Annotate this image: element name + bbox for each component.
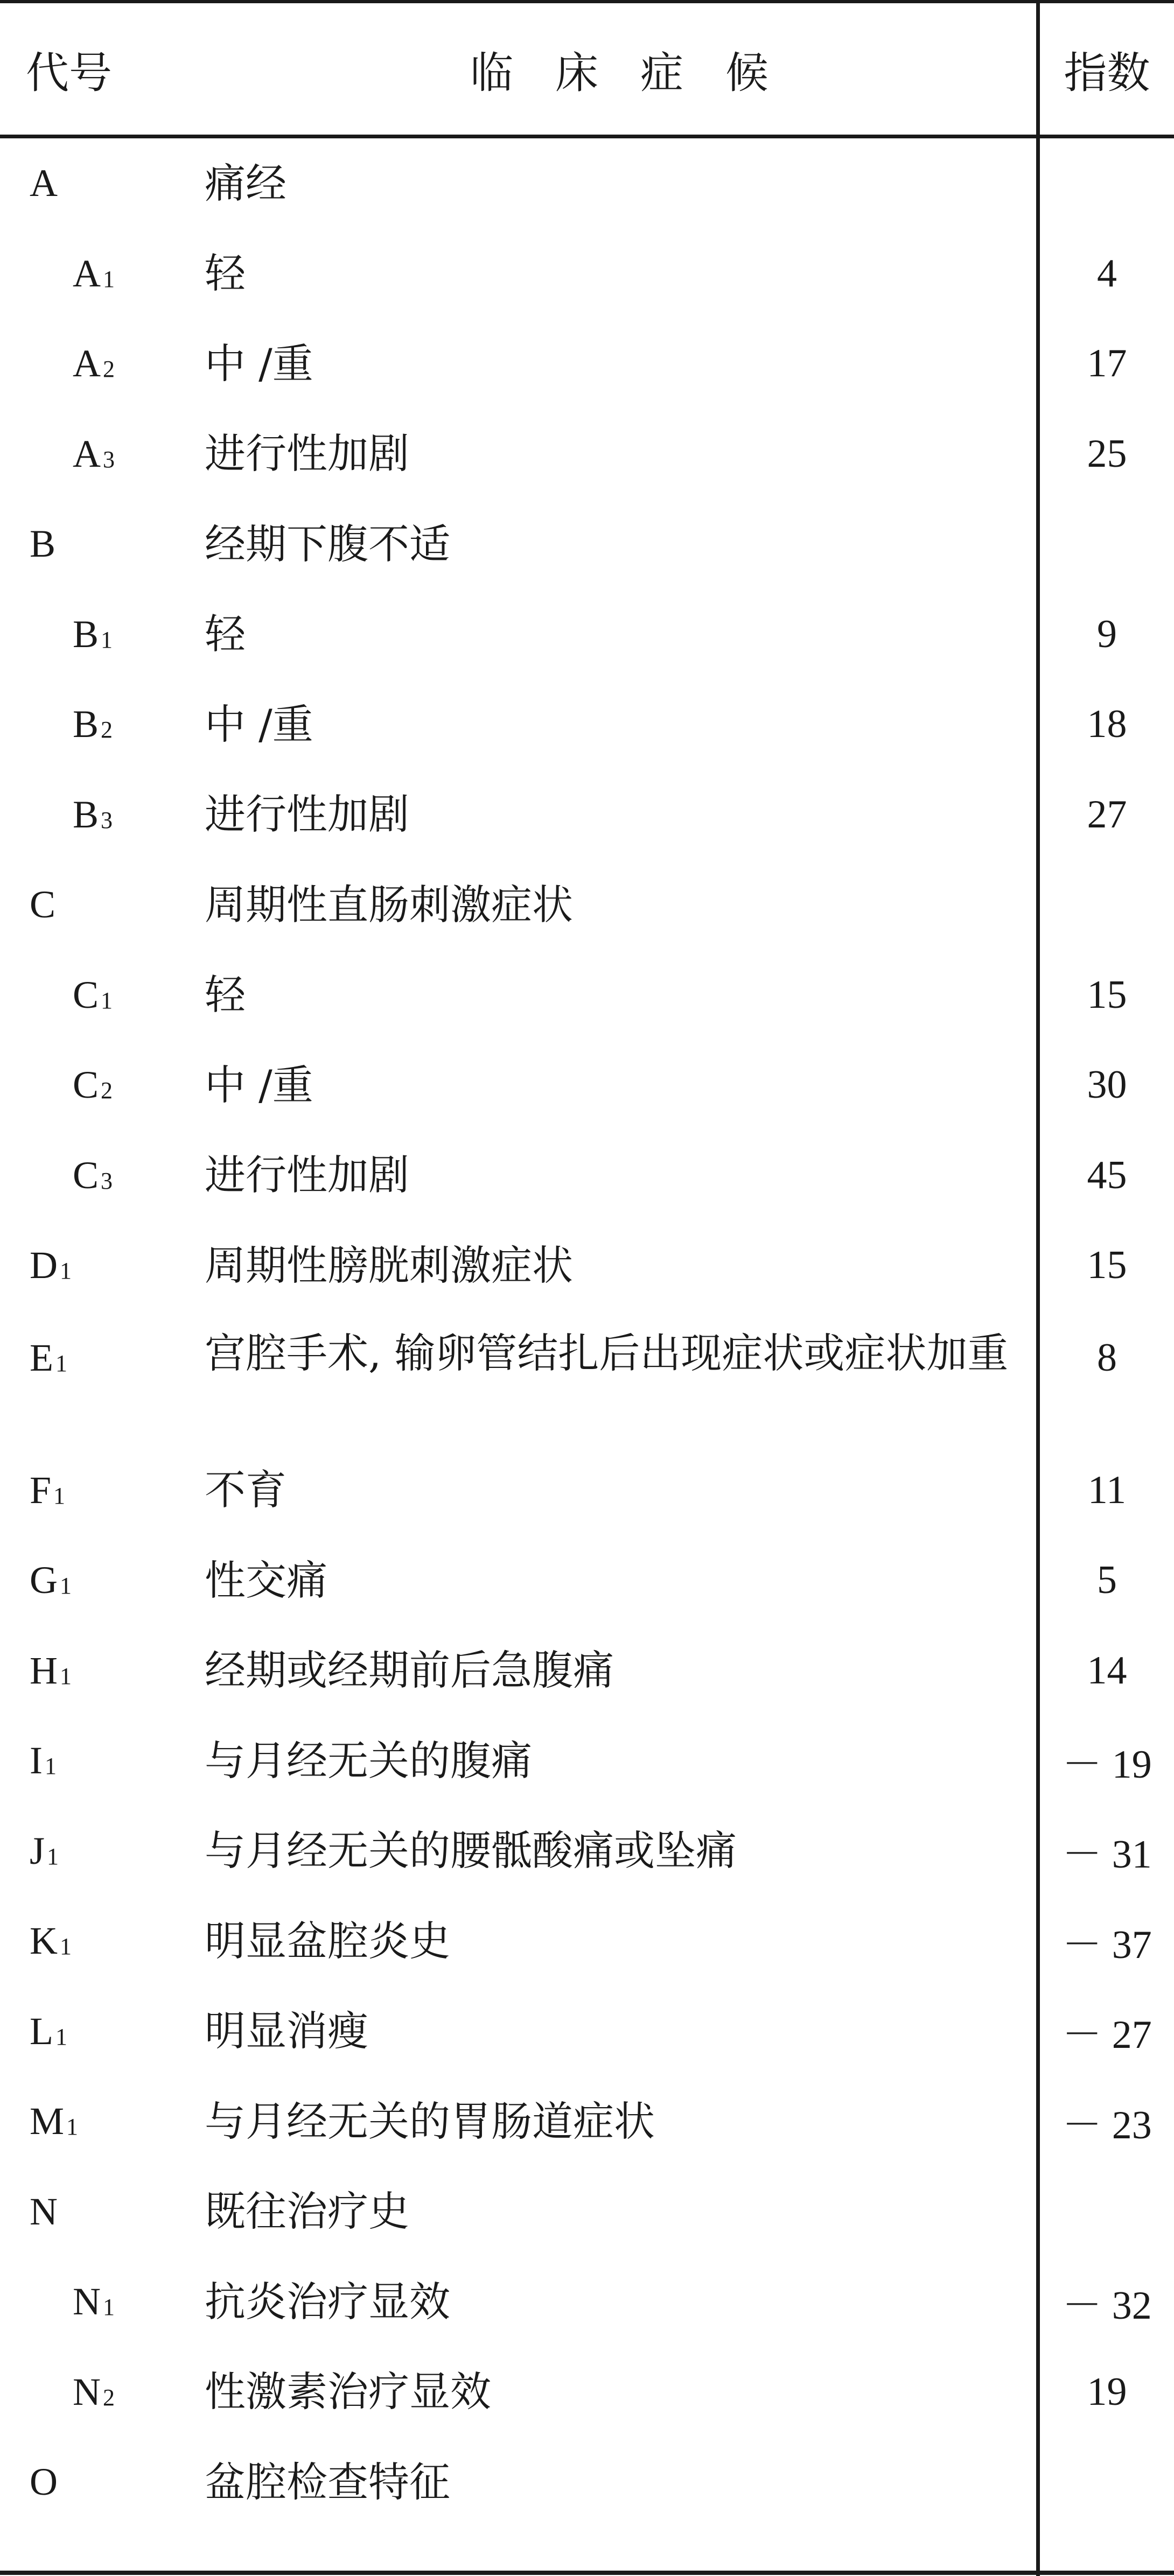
row-code (30, 499, 55, 589)
row-code-letter: C (73, 1153, 99, 1197)
row-code-subscript: 2 (101, 717, 113, 743)
row-index-value: － 23 (1062, 2103, 1152, 2147)
row-symptom: 痛经 (205, 159, 286, 207)
row-code-subscript: 1 (103, 2294, 115, 2321)
row-code (30, 1896, 72, 1987)
table-row (0, 1311, 1174, 1445)
row-code-subscript: 1 (47, 1843, 59, 1870)
table-row (0, 1220, 1174, 1311)
table-row (0, 2347, 1174, 2438)
row-code-letter: G (30, 1559, 58, 1602)
row-code-subscript: 1 (60, 1933, 72, 1960)
row-index-value: － 31 (1062, 1833, 1152, 1877)
row-code-subscript: 2 (103, 2384, 115, 2411)
row-code (73, 950, 113, 1041)
row-index-value: － 19 (1062, 1742, 1152, 1787)
row-code-letter: F (30, 1468, 52, 1512)
row-code (30, 1626, 72, 1716)
row-index-value (1040, 138, 1174, 229)
row-index-value: － 32 (1062, 2283, 1152, 2328)
row-index-value (1040, 2437, 1174, 2528)
row-symptom: 进行性加剧 (205, 1151, 409, 1199)
header-code-label: 代号 (26, 47, 112, 98)
row-symptom: 与月经无关的腹痛 (205, 1736, 532, 1785)
header-symptom (205, 3, 1034, 135)
table-row (0, 1535, 1174, 1626)
row-code-subscript: 1 (44, 1753, 57, 1780)
table-row (0, 229, 1174, 319)
row-code-subscript: 1 (60, 1258, 72, 1285)
row-code-letter: M (30, 2100, 65, 2143)
row-index-value: 30 (1087, 1063, 1127, 1107)
row-index-value (1040, 499, 1174, 589)
row-code-subscript: 1 (101, 626, 113, 653)
row-code-subscript: 1 (55, 2023, 67, 2050)
row-symptom: 轻 (205, 971, 246, 1019)
row-symptom: 中 /重 (205, 339, 313, 388)
row-index-value: － 27 (1062, 2013, 1152, 2058)
row-code-letter: K (30, 1919, 58, 1963)
row-code-letter: E (30, 1336, 53, 1379)
row-symptom: 中 /重 (205, 700, 313, 748)
table-row (0, 770, 1174, 860)
table-row (0, 319, 1174, 409)
row-code-letter: H (30, 1648, 58, 1692)
header-symptom-label: 临床症候 (470, 47, 810, 98)
row-code-letter: B (73, 612, 99, 656)
row-code-subscript: 1 (60, 1573, 72, 1599)
row-code-letter: B (30, 522, 56, 566)
row-code (73, 2257, 115, 2347)
row-code (73, 229, 115, 319)
row-symptom: 盆腔检查特征 (205, 2458, 450, 2506)
row-symptom: 宫腔手术, 输卵管结扎后出现症状或症状加重 (205, 1329, 1009, 1377)
row-index-value: 27 (1087, 792, 1127, 837)
row-symptom: 经期下腹不适 (205, 520, 450, 568)
row-symptom: 轻 (205, 249, 246, 298)
row-code (73, 2347, 115, 2438)
row-code (30, 1806, 59, 1897)
row-symptom: 性激素治疗显效 (205, 2368, 491, 2416)
table-row (0, 950, 1174, 1041)
table-row (0, 1040, 1174, 1131)
row-code-subscript: 1 (53, 1482, 66, 1509)
header-code (26, 3, 112, 135)
row-code (73, 679, 113, 770)
header-separator-rule (0, 135, 1174, 138)
row-code (30, 2167, 58, 2257)
row-code (30, 2076, 78, 2167)
row-code (30, 1716, 57, 1806)
table-row (0, 1445, 1174, 1536)
row-symptom: 周期性直肠刺激症状 (205, 880, 573, 929)
row-code-letter: J (30, 1829, 45, 1872)
row-code (30, 1987, 67, 2077)
row-symptom: 既往治疗史 (205, 2187, 409, 2236)
row-code-subscript: 1 (55, 1350, 67, 1377)
row-symptom: 明显消瘦 (205, 2007, 368, 2055)
row-code (73, 1040, 113, 1131)
row-index-value: 4 (1097, 251, 1117, 296)
table-row (0, 2167, 1174, 2257)
row-code-subscript: 1 (103, 265, 115, 292)
row-code-subscript: 3 (103, 446, 115, 473)
row-code-subscript: 1 (60, 1662, 72, 1689)
row-symptom: 不育 (205, 1466, 286, 1514)
row-symptom: 与月经无关的胃肠道症状 (205, 2097, 655, 2145)
row-code (73, 770, 113, 860)
table-header-row (0, 3, 1174, 135)
row-index-value: 11 (1087, 1468, 1127, 1512)
row-symptom: 进行性加剧 (205, 430, 409, 478)
table-bottom-rule (0, 2571, 1174, 2575)
row-index-value: 19 (1087, 2369, 1127, 2414)
row-symptom: 进行性加剧 (205, 790, 409, 839)
table-row (0, 2076, 1174, 2167)
table-row (0, 1626, 1174, 1716)
row-symptom: 中 /重 (205, 1061, 313, 1109)
row-code (30, 1220, 72, 1311)
row-code (73, 409, 115, 500)
row-code (73, 1131, 113, 1221)
table-row (0, 679, 1174, 770)
table-row (0, 1987, 1174, 2077)
row-index-value: 15 (1087, 972, 1127, 1017)
row-symptom: 轻 (205, 610, 246, 658)
row-index-value: 15 (1087, 1243, 1127, 1288)
row-symptom: 性交痛 (205, 1556, 327, 1604)
row-index-value: 45 (1087, 1153, 1127, 1197)
row-code-subscript: 1 (101, 987, 113, 1014)
table-row (0, 409, 1174, 500)
row-symptom: 抗炎治疗显效 (205, 2277, 450, 2326)
table-row (0, 860, 1174, 950)
row-code-letter: I (30, 1739, 43, 1782)
row-code-letter: B (73, 792, 99, 836)
row-code-letter: A (73, 251, 101, 295)
row-code-letter: B (73, 703, 99, 746)
row-code-letter: L (30, 2009, 53, 2053)
row-code-letter: A (30, 162, 58, 205)
row-code-letter: N (73, 2370, 101, 2413)
row-code-letter: O (30, 2460, 58, 2504)
row-index-value: 17 (1087, 341, 1127, 386)
table-row (0, 2437, 1174, 2528)
row-code (30, 1326, 67, 1391)
table-body (0, 138, 1174, 2528)
row-code (30, 1535, 72, 1626)
row-code-letter: N (30, 2189, 58, 2233)
row-code-letter: A (73, 432, 101, 475)
row-code (30, 138, 58, 229)
table-row (0, 2257, 1174, 2347)
row-code-subscript: 2 (103, 356, 115, 383)
row-index-value: 14 (1087, 1648, 1127, 1693)
row-code-subscript: 3 (101, 1167, 113, 1194)
row-code (30, 860, 55, 950)
row-index-value: 18 (1087, 702, 1127, 747)
row-index-value: 8 (1097, 1336, 1117, 1380)
row-index-value (1040, 2167, 1174, 2257)
row-symptom: 与月经无关的腰骶酸痛或坠痛 (205, 1827, 737, 1875)
row-code-subscript: 3 (101, 806, 113, 833)
row-index-value: － 37 (1062, 1922, 1152, 1967)
row-code-letter: C (30, 883, 56, 926)
table-row (0, 589, 1174, 680)
row-code (73, 589, 113, 680)
row-code-subscript: 1 (66, 2114, 79, 2140)
row-code-letter: C (73, 1063, 99, 1107)
row-code (30, 2437, 58, 2528)
table-row (0, 1806, 1174, 1897)
table-row (0, 1896, 1174, 1987)
row-code-letter: C (73, 973, 99, 1016)
header-index-label: 指数 (1064, 47, 1150, 98)
row-index-value: 5 (1097, 1558, 1117, 1603)
row-code-letter: N (73, 2280, 101, 2324)
row-symptom: 明显盆腔炎史 (205, 1917, 450, 1965)
header-index (1040, 3, 1174, 135)
row-code (73, 319, 115, 409)
row-index-value: 25 (1087, 431, 1127, 476)
table-row (0, 499, 1174, 589)
row-symptom: 经期或经期前后急腹痛 (205, 1646, 614, 1695)
row-symptom: 周期性膀胱刺激症状 (205, 1241, 573, 1289)
table-row (0, 1716, 1174, 1806)
table-row (0, 138, 1174, 229)
row-code-subscript: 2 (101, 1077, 113, 1104)
row-code (30, 1445, 65, 1536)
table-row (0, 1131, 1174, 1221)
row-code-letter: D (30, 1244, 58, 1287)
row-index-value (1040, 860, 1174, 950)
row-code-letter: A (73, 342, 101, 385)
row-index-value: 9 (1097, 612, 1117, 656)
